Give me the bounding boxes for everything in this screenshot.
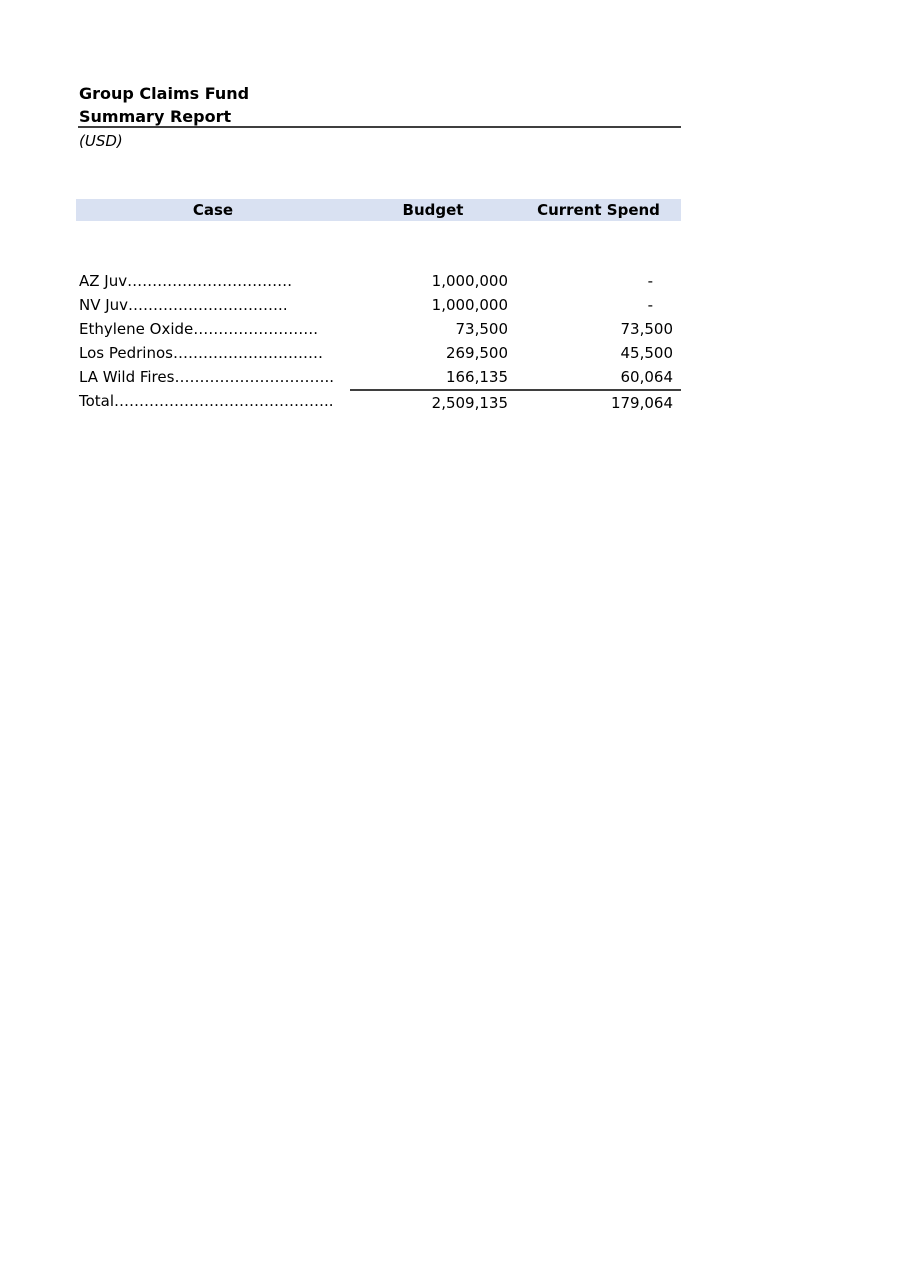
- current-spend-cell: -: [647, 296, 653, 314]
- total-current-spend-cell: 179,064: [516, 389, 681, 413]
- table-header-row: [76, 199, 681, 221]
- budget-cell: 1,000,000: [431, 296, 508, 314]
- case-cell: AZ Juv……………………………: [79, 272, 293, 290]
- total-label-cell: Total……………………………………..: [79, 392, 334, 410]
- case-cell: LA Wild Fires…………………………..: [79, 368, 334, 386]
- header-divider: [78, 126, 681, 128]
- budget-cell: 1,000,000: [431, 272, 508, 290]
- column-header-case: Case: [192, 201, 234, 219]
- table-row: [76, 293, 681, 317]
- table-row: [76, 341, 681, 365]
- budget-cell: 73,500: [455, 320, 508, 338]
- current-spend-cell: 45,500: [620, 344, 673, 362]
- report-subtitle: Summary Report: [79, 107, 232, 126]
- table-row: [76, 317, 681, 341]
- table-row: [76, 269, 681, 293]
- column-header-current-spend: Current Spend: [537, 201, 660, 219]
- table-total-row: [76, 389, 681, 413]
- total-budget-cell: 2,509,135: [350, 389, 516, 413]
- currency-note: (USD): [79, 132, 123, 150]
- current-spend-cell: -: [647, 272, 653, 290]
- budget-cell: 269,500: [445, 344, 508, 362]
- current-spend-cell: 73,500: [620, 320, 673, 338]
- page-title: Group Claims Fund: [79, 84, 250, 103]
- case-cell: Los Pedrinos…………………………: [79, 344, 323, 362]
- budget-cell: 166,135: [445, 368, 508, 386]
- table-body: [76, 269, 681, 413]
- case-cell: NV Juv…………………………..: [79, 296, 288, 314]
- table-row: [76, 365, 681, 389]
- case-cell: Ethylene Oxide…………………….: [79, 320, 319, 338]
- column-header-budget: Budget: [402, 201, 464, 219]
- current-spend-cell: 60,064: [620, 368, 673, 386]
